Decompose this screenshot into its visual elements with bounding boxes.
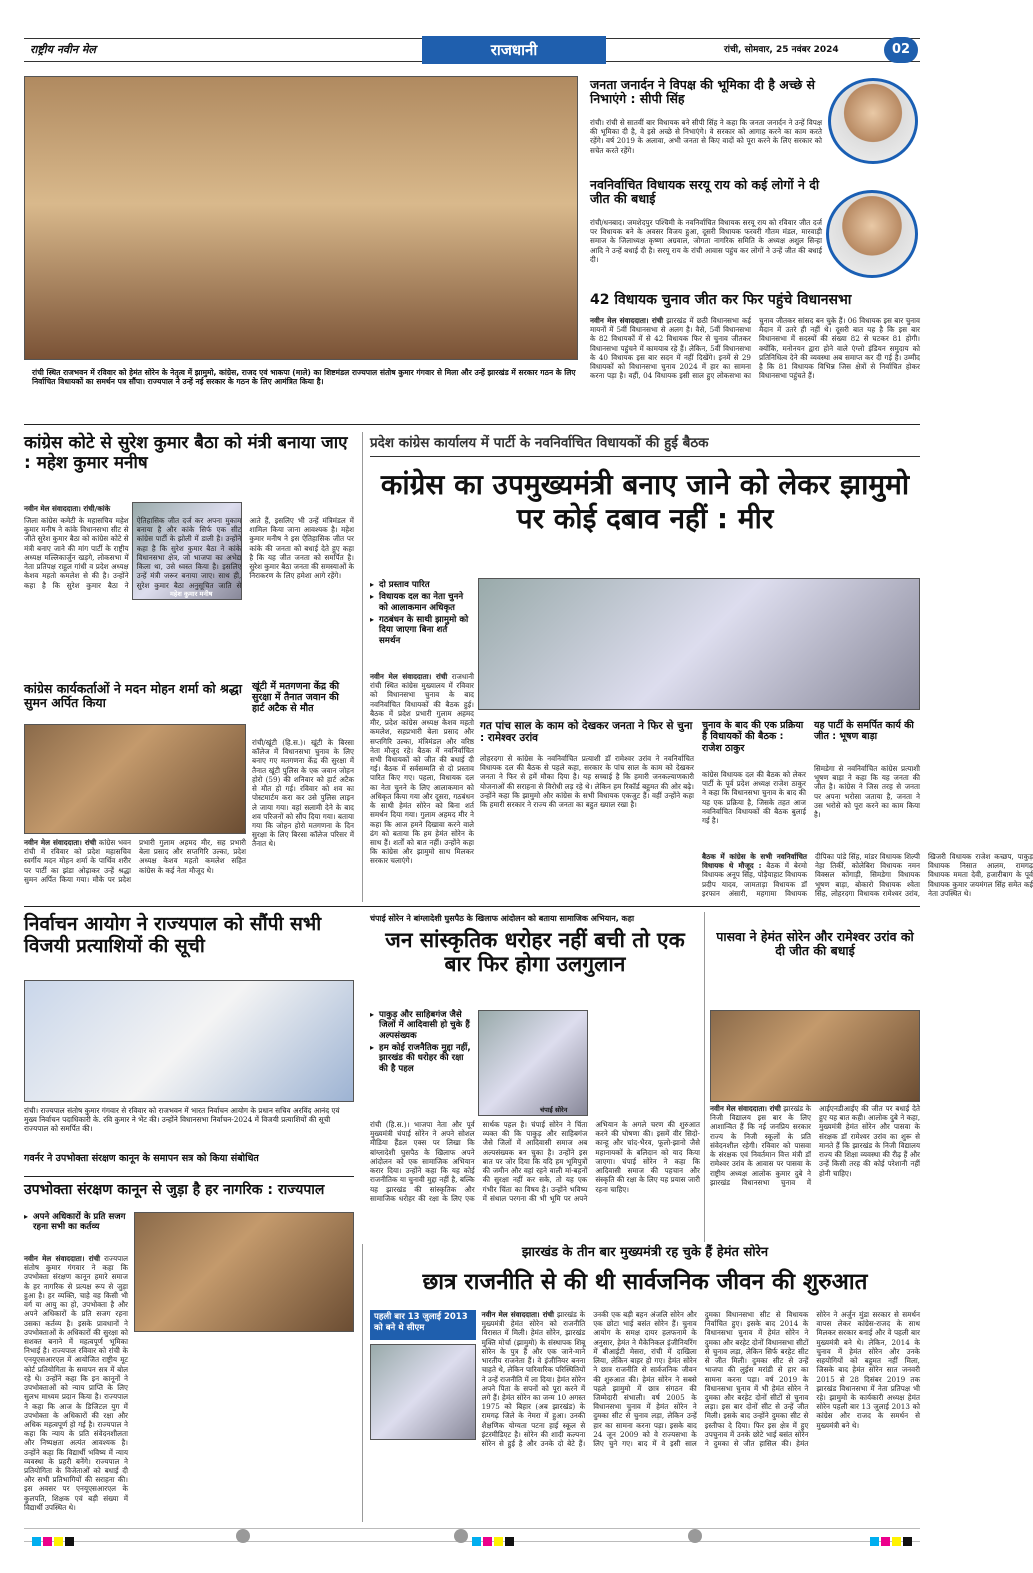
madan-mohan-photo [24, 724, 246, 834]
section-label: राजधानी [422, 36, 606, 64]
hemant-kicker: झारखंड के तीन बार मुख्यमंत्री रह चुके हैं हेमंत सोरेन [521, 1245, 769, 1260]
champai-bullet: ▸ पाकुड़ और साहिबगंज जैसे जिलों में आदिवासी हो चुके हैं अल्पसंख्यक [370, 1010, 474, 1041]
hemant-body [370, 1310, 920, 1520]
madan-mohan-byline: नवीन मेल संवाददाता। रांची [24, 838, 97, 847]
yellow-swatch [54, 1537, 63, 1546]
paswan-text: झारखंड के निजी विद्यालय इस बार के लिए आशान्वित हैं कि नई जनप्रिय सरकार राज्य के निजी स्कूलों के प्रति संवेदनशील रहेगी। रविवार को पासवा के संरक्षक एवं निवर्तमान वित्त मंत्री डॉ रामेश्वर उरांव के आवास पर पासवा के राष्ट्रीय अध्यक्ष आलोक कुमार दुबे ने झारखंड विधानसभा चुनाव में आईएनडीआईए की जीत पर बधाई देते हुए यह बात कही। आलोक दुबे ने कहा, मुख्यमंत्री हेमंत सोरेन और पासवा के संरक्षक डॉ रामेश्वर उरांव का शुरू से मानते हैं कि झारखंड के निजी विद्यालय राज्य की शिक्षा व्यवस्था की रीढ़ हैं और उन्हें किसी तरह की कोई परेशानी नहीं होनी चाहिए। [710, 1104, 920, 1187]
mahesh-manish-photo-label: महेश कुमार मनीष [170, 590, 213, 598]
consumer-text: राज्यपाल संतोष कुमार गंगवार ने कहा कि उपभोक्ता संरक्षण कानून हमारे समाज के हर नागरिक से प्रत्यक्ष रूप से जुड़ा हुआ है। हर व्यक्ति, चाहे वह किसी भी वर्ग या आयु का हो, उपभोक्ता है और अपने अधिकारों के प्रति सजग रहना उसका कर्तव्य है। इसके प्रावधानों ने उपभोक्ताओं के अधिकारों की सुरक्षा को सशक्त बनाने में महत्वपूर्ण भूमिका निभाई है। राज्यपाल रविवार को रांची के एनयूएसआरएल में आयोजित राष्ट्रीय मूट कोर्ट प्रतियोगिता के समापन सत्र में बोल रहे थे। उन्होंने कहा कि इन कानूनों ने उपभोक्ताओं को न्याय प्राप्ति के लिए सुलभ माध्यम प्रदान किया है। राज्यपाल ने कहा कि आज के डिजिटल युग में उपभोक्ता के अधिकारों की रक्षा और अधिक महत्वपूर्ण हो गई है। राज्यपाल ने कहा कि न्याय के प्रति संवेदनशीलता और निष्पक्षता अत्यंत आवश्यक है। उन्होंने कहा कि विद्यार्थी भविष्य में न्याय व्यवस्था के प्रहरी बनेंगे। राज्यपाल ने प्रतियोगिता के विजेताओं को बधाई दी और सभी प्रतिभागियों की सराहना की। इस अवसर पर एनयूएसआरएल के कुलपति, शिक्षक एवं बड़ी संख्या में विद्यार्थी उपस्थित थे। [24, 1254, 128, 1512]
champai-kicker: चंपाई सोरेन ने बांग्लादेशी घुसपैठ के खिलाफ आंदोलन को बताया सामाजिक अभियान, कहा [370, 914, 635, 923]
mla-42-text: झारखंड में छठी विधानसभा कई मायनों में 5वीं विधानसभा से अलग है। वैसे, 5वीं विधानसभा के 82 विधायकों में से 42 विधायक फिर से चुनाव जीतकर विधानसभा पहुंचने में कामयाब रहे हैं। लेकिन, 5वीं विधानसभा के 40 विधायक इस बार सदन में नहीं दिखेंगे। इनमें से 29 विधायकों को विधानसभा चुनाव 2024 में हार का सामना करना पड़ा है। वहीं, 04 विधायक इसी साल हुए लोकसभा का चुनाव जीतकर सांसद बन चुके हैं। 06 विधायक इस बार चुनाव मैदान में उतरे ही नहीं थे। दूसरी बात यह है कि इस बार विधानसभा में सदस्यों की संख्या 82 से घटकर 81 होगी। क्योंकि, मनोनयन द्वारा होने वाले एंग्लो इंडियन समुदाय को प्रतिनिधित्व देने की व्यवस्था अब समाप्त कर दी गई है। उम्मीद है कि 81 विधायक विभिन्न जिस क्षेत्रों से निर्वाचित होकर विधानसभा पहुंचते हैं। [590, 316, 920, 381]
cong-meeting-byline: नवीन मेल संवाददाता। रांची [370, 672, 448, 681]
cyan-swatch [870, 1537, 879, 1546]
cp-singh-photo [828, 78, 918, 164]
column-divider [362, 432, 363, 902]
mla-42-headline: 42 विधायक चुनाव जीत कर फिर पहुंचे विधानसभा [590, 292, 852, 308]
cong-meeting-tail-body [702, 852, 1033, 902]
mla-42-byline: नवीन मेल संवाददाता। रांची [590, 316, 664, 325]
hemant-headline: छात्र राजनीति से की थी सार्वजनिक जीवन की शुरुआत [422, 1269, 868, 1295]
cp-singh-headline: जनता जनार्दन ने विपक्ष की भूमिका दी है अच्छे से निभाएंगे : सीपी सिंह [590, 77, 816, 107]
registration-mark [688, 1529, 702, 1543]
rajesh-thakur-headline: चुनाव के बाद की एक प्रक्रिया है विधायकों की बैठक : राजेश ठाकुर [702, 720, 804, 754]
khunti-jawan-headline: खूंटी में मतगणना केंद्र की सुरक्षा में तैनात जवान की हार्ट अटैक से मौत [252, 681, 340, 714]
champai-body: रांची (हि.स.)। भाजपा नेता और पूर्व मुख्यमंत्री चंपाई सोरेन ने अपने सोशल मीडिया हैंडल एक्स पर लिखा कि बांग्लादेशी घुसपैठ के खिलाफ अपने आंदोलन को एक सामाजिक अभियान करार दिया। उन्होंने कहा कि यह कोई राजनीतिक या चुनावी मुद्दा नहीं है, बल्कि यह झारखंड की सांस्कृतिक और सामाजिक धरोहर की रक्षा के लिए एक सार्थक पहल है। चंपाई सोरेन ने चिंता व्यक्त की कि पाकुड़ और साहिबगंज जैसे जिलों में आदिवासी समाज अब अल्पसंख्यक बन चुका है। उन्होंने इस बात पर जोर दिया कि यदि हम भूमिपुत्रों की जमीन और वहां रहने वाली मां-बहनों की सुरक्षा नहीं कर सके, तो यह एक गंभीर चिंता का विषय है। उन्होंने भविष्य में संथाल परगना की भी भूमि पर अपने अभियान के अगले चरण की शुरुआत करने की घोषणा की। इसमें वीर सिदो-कान्हू और चांद-भैरव, फूलो-झानो जैसे महानायकों के बलिदान को याद किया जाएगा। चंपाई सोरेन ने कहा कि आदिवासी समाज की पहचान और संस्कृति की रक्षा के लिए यह प्रयास जारी रहना चाहिए। [370, 1120, 700, 1203]
cong-meeting-tail-subhead: बैठक में कांग्रेस के सभी नवनिर्वाचित विधायक थे मौजूद : [702, 852, 807, 871]
consumer-headline: उपभोक्ता संरक्षण कानून से जुड़ा है हर नागरिक : राज्यपाल [24, 1182, 325, 1198]
column-divider [704, 912, 705, 1242]
hemant-text: झारखंड के मुख्यमंत्री हेमंत सोरेन को राजनीति विरासत में मिली। हेमंत सोरेन, झारखंड मुक्ति मोर्चा (झामुमो) के संस्थापक शिबू सोरेन के पुत्र हैं और एक जाने-माने भारतीय राजनेता हैं। वे इंजीनियर बनना चाहते थे, लेकिन पारिवारिक परिस्थितियों ने उन्हें राजनीति में ला दिया। हेमंत सोरेन अपने पिता के सपनों को पूरा करने में लगे हैं। हेमंत सोरेन का जन्म 10 अगस्त 1975 को बिहार (अब झारखंड) के रामगढ़ जिले के नेमरा में हुआ। उनकी शैक्षणिक योग्यता पटना हाई स्कूल से इंटरमीडिएट है। सोरेन की शादी कल्पना सोरेन से हुई है और उनके दो बेटे हैं। उनकी एक बड़ी बहन अंजलि सोरेन और एक छोटा भाई बसंत सोरेन हैं। चुनाव आयोग के समक्ष दायर हलफनामे के अनुसार, हेमंत ने मैकेनिकल इंजीनियरिंग में बीआईटी मेसरा, रांची में दाखिला लिया, लेकिन बाहर हो गए। हेमंत सोरेन ने छात्र राजनीति से सार्वजनिक जीवन की शुरुआत की। हेमंत सोरेन ने सबसे पहले झामुमो में छात्र संगठन की जिम्मेदारी संभाली। वर्ष 2005 के विधानसभा चुनाव में हेमंत सोरेन ने दुमका सीट से चुनाव लड़ा, लेकिन उन्हें हार का सामना करना पड़ा। इसके बाद 24 जून 2009 को वे राज्यसभा के लिए चुने गए। बाद में वे इसी साल दुमका विधानसभा सीट से विधायक निर्वाचित हुए। इसके बाद 2014 के विधानसभा चुनाव में हेमंत सोरेन ने दुमका और बरहेट दोनों विधानसभा सीटों से चुनाव लड़ा, लेकिन सिर्फ बरहेट सीट से जीत मिली। दुमका सीट से उन्हें भाजपा की लुईस मरांडी से हार का सामना करना पड़ा। वर्ष 2019 के विधानसभा चुनाव में भी हेमंत सोरेन ने दुमका और बरहेट दोनों सीटों से चुनाव लड़ा। इस बार दोनों सीट से उन्हें जीत मिली। इसके बाद उन्होंने दुमका सीट से इस्तीफा दे दिया। फिर इस क्षेत्र में हुए उपचुनाव में उनके छोटे भाई बसंत सोरेन ने दुमका से जीत हासिल की। हेमंत सोरेन ने अर्जुन मुंडा सरकार से समर्थन वापस लेकर कांग्रेस-राजद के साथ मिलकर सरकार बनाई और वे पहली बार मुख्यमंत्री बने थे। लेकिन, 2014 के चुनाव में हेमंत सोरेन और उनके सहयोगियों को बहुमत नहीं मिला, जिसके बाद हेमंत सोरेन सात जनवरी 2015 से 28 दिसंबर 2019 तक झारखंड विधानसभा में नेता प्रतिपक्ष भी रहे। झामुमो के कार्यकारी अध्यक्ष हेमंत सोरेन पहली बार 13 जुलाई 2013 को कांग्रेस और राजद के समर्थन से मुख्यमंत्री बने थे। [481, 1310, 920, 1449]
hemant-box-label: पहली बार 13 जुलाई 2013 को बने थे सीएम [370, 1310, 476, 1340]
page-number: 02 [884, 37, 918, 63]
champai-bullets [370, 1010, 474, 1076]
magenta-swatch [881, 1537, 890, 1546]
paswan-photo [710, 1010, 920, 1102]
saryu-roy-body: रांची/धनबाद। जमशेदपुर पश्चिमी के नवनिर्वाचित विधायक सरयू राय को रविवार जीत दर्ज पर विधायक बने के अवसर विजय हुआ, दूसरी विधायक फरवरी गौतम मंडल, मारवाड़ी समाज के जिलाध्यक्ष कृष्णा अग्रवाल, जोगता नागरिक समिति के अध्यक्ष अशुल सिन्हा आदि ने उन्हें बधाई दी है। सरयू राय के रांची आवास पहुंच कर लोगों ने उन्हें जीत की बधाई दी। [590, 218, 822, 264]
magenta-swatch [43, 1537, 52, 1546]
consumer-body-cols [134, 1336, 354, 1520]
hemant-byline: नवीन मेल संवाददाता। रांची [481, 1310, 554, 1319]
paswan-body [710, 1104, 920, 1240]
yellow-swatch [494, 1537, 503, 1546]
rajbhavan-photo [24, 76, 578, 360]
paswan-byline: नवीन मेल संवाददाता। रांची [710, 1104, 781, 1113]
cong-meeting-kicker: प्रदेश कांग्रेस कार्यालय में पार्टी के नवनिर्वाचित विधायकों की हुई बैठक [370, 436, 920, 457]
yellow-swatch [892, 1537, 901, 1546]
registration-mark [236, 1529, 250, 1543]
cong-meeting-photo [478, 578, 920, 710]
madan-mohan-body [24, 838, 246, 902]
bhushan-bara-headline: यह पार्टी के समर्पित कार्य की जीत : भूषण बाड़ा [814, 720, 914, 743]
champai-headline: जन सांस्कृतिक धरोहर नहीं बची तो एक बार फिर होगा उलगुलान [385, 928, 685, 977]
masthead [24, 36, 920, 64]
color-swatches-right [870, 1531, 914, 1550]
cong-meeting-headline: कांग्रेस का उपमुख्यमंत्री बनाए जाने को लेकर झामुमो पर कोई दबाव नहीं : मीर [380, 468, 910, 535]
black-swatch [505, 1537, 514, 1546]
saryu-roy-photo [826, 190, 918, 278]
divider [24, 906, 920, 907]
hemant-spacer [370, 1310, 474, 1444]
rameshwar-body: लोहरदगा से कांग्रेस के नवनिर्वाचित प्रत्याशी डॉ रामेश्वर उरांव ने नवनिर्वाचित विधायक दल की बैठक से पहले कहा, सरकार के पांच साल के काम को देखकर जनता ने फिर से हमें मौका दिया है। यह सच्चाई है कि हमारी जनकल्याणकारी योजनाओं की सराहना से विरोधी लड़ रहे थे। लेकिन हम रिकॉर्ड बहुमत की ओर बढ़े। उन्होंने कहा कि झामुमो और कांग्रेस के सभी विधायक एकजुट हैं। वहीं उन्होंने कहा कि हमारी सरकार ने राज्य की जनता का बहुत ख्याल रखा है। [480, 754, 694, 810]
cong-meeting-bullets [370, 580, 470, 648]
madan-mohan-text: कांग्रेस भवन रांची में रविवार को प्रदेश महासचिव स्वर्गीय मदन मोहन शर्मा के पार्थिव शरीर पर पार्टी का झंडा ओढ़ाकर उन्हें श्रद्धा सुमन अर्पित किया गया। मौके पर प्रदेश प्रभारी गुलाम अहमद मीर, सह प्रभारी बेला प्रसाद और सप्तगिरि उल्का, प्रदेश अध्यक्ष केशव महतो कमलेश सहित कांग्रेस के कई नेता मौजूद थे। [24, 838, 246, 884]
consumer-photo [134, 1212, 354, 1332]
color-swatches-center [472, 1531, 516, 1550]
suresh-baitha-body: जिला कांग्रेस कमेटी के महासचिव महेश कुमार मनीष ने कांके विधानसभा सीट से जीते सुरेश कुमार बैठा को कांग्रेस कोटे से मंत्री बनाए जाने की मांग पार्टी के राष्ट्रीय अध्यक्ष मल्लिकार्जुन खड़गे, लोकसभा में नेता प्रतिपक्ष राहुल गांधी व प्रदेश अध्यक्ष केशव महतो कमलेश से की है। उन्होंने कहा है कि सुरेश कुमार बैठा ने ऐतिहासिक जीत दर्ज कर अपना मुकाम बनाया है और कांके सिर्फ एक सीट कांग्रेस पार्टी के झोली में डाली है। उन्होंने कहा है कि सुरेश कुमार बैठा ने कांके विधानसभा क्षेत्र, जो भाजपा का अभेद्य किला था, उसे ध्वस्त किया है। इसलिए उन्हें मंत्री जरूर बनाया जाए। साथ ही, सुरेश कुमार बैठा अनुसूचित जाति से आते हैं, इसलिए भी उन्हें मंत्रिमंडल में शामिल किया जाना आवश्यक है। महेश कुमार मनीष ने इस ऐतिहासिक जीत पर कांके की जनता को बधाई देते हुए कहा है कि यह जीत जनता को समर्पित है। सुरेश कुमार बैठा जनता की समस्याओं के निराकरण के लिए हमेशा आगे रहेंगे। [24, 516, 354, 590]
rameshwar-headline: गत पांच साल के काम को देखकर जनता ने फिर से चुना : रामेश्वर उरांव [480, 720, 693, 745]
top-photo-caption: रांची स्थित राजभवन में रविवार को हेमंत सोरेन के नेतृत्व में झामुमो, कांग्रेस, राजद एवं भाकपा (माले) का शिष्टमंडल राज्यपाल संतोष कुमार गंगवार से मिला और उन्हें झारखंड में सरकार गठन के लिए निर्वाचित विधायकों का समर्थन पत्र सौंपा। राज्यपाल ने उन्हें नई सरकार के गठन के लिए आमंत्रित किया है। [32, 368, 576, 387]
election-commission-photo [24, 980, 354, 1102]
paswan-headline: पासवा ने हेमंत सोरेन और रामेश्वर उरांव को दी जीत की बधाई [716, 929, 914, 959]
bhushan-bara-body: सिमडेगा से नवनिर्वाचित कांग्रेस प्रत्याशी भूषण बाड़ा ने कहा कि यह जनता की जीत है। कांग्रेस ने जिस तरह से जनता पर अपना भरोसा जताया है, जनता ने उस भरोसे को पूरा करने का काम किया है। [814, 764, 920, 820]
consumer-body-col1 [24, 1254, 128, 1520]
black-swatch [903, 1537, 912, 1546]
divider [24, 1176, 354, 1177]
column-divider [362, 1244, 363, 1522]
black-swatch [65, 1537, 74, 1546]
registration-mark [454, 1529, 468, 1543]
consumer-bullet: ▸ अपने अधिकारों के प्रति सजग रहना सभी का कर्तव्य [24, 1212, 128, 1233]
consumer-byline: नवीन मेल संवाददाता। रांची [24, 1254, 101, 1263]
madan-mohan-headline: कांग्रेस कार्यकर्ताओं ने मदन मोहन शर्मा को श्रद्धा सुमन अर्पित किया [24, 681, 243, 711]
champai-side-body [594, 1010, 700, 1118]
consumer-bullets [24, 1212, 128, 1235]
election-commission-headline: निर्वाचन आयोग ने राज्यपाल को सौंपी सभी विजयी प्रत्याशियों की सूची [24, 913, 322, 957]
suresh-baitha-byline: नवीन मेल संवाददाता। रांची/कांके [24, 504, 111, 513]
cong-meeting-body [370, 672, 474, 902]
cp-singh-body: रांची। रांची से सातवीं बार विधायक बने सीपी सिंह ने कहा कि जनता जनार्दन ने उन्हें विपक्ष की भूमिका दी है, वे इसे अच्छे से निभाएंगे। वे सरकार को आगाह करने का काम करते रहेंगे। वर्ष 2019 के अलावा, अभी जनता से किए वादों को पूरा करने के लिए सरकार को सचेत करते रहेंगे। [590, 118, 822, 155]
cong-meeting-bullet: ▸ दो प्रस्ताव पारित [370, 580, 470, 590]
mla-42-body [590, 316, 920, 418]
champai-photo [478, 1010, 588, 1116]
champai-bullet: ▸ हम कोई राजनैतिक मुद्दा नहीं, झारखंड की धरोहर की रक्षा की है पहल [370, 1043, 474, 1074]
cyan-swatch [472, 1537, 481, 1546]
color-swatches-left [32, 1531, 76, 1550]
rajesh-thakur-body: कांग्रेस विधायक दल की बैठक को लेकर पार्टी के पूर्व प्रदेश अध्यक्ष राजेश ठाकुर ने कहा कि विधानसभा चुनाव के बाद की यह एक प्रक्रिया है, जिसके तहत आज नवनिर्वाचित विधायकों की बैठक बुलाई गई है। [702, 770, 806, 826]
cong-meeting-text: राजधानी रांची स्थित कांग्रेस मुख्यालय में रविवार को विधानसभा चुनाव के बाद नवनिर्वाचित विधायकों की बैठक हुई। बैठक में प्रदेश प्रभारी गुलाम अहमद मीर, प्रदेश कांग्रेस अध्यक्ष केशव महतो कमलेश, सहप्रभारी बेला प्रसाद और सप्तगिरि उल्का, मंत्रिमंडल और वरिष्ठ नेता मौजूद रहे। बैठक में नवनिर्वाचित सभी विधायकों को जीत की बधाई दी गई। बैठक में सर्वसम्मति से दो प्रस्ताव पारित किए गए। पहला, विधायक दल का नेता चुनने के लिए आलाकमान को अधिकृत किया गया और दूसरा, गठबंधन के साथी हेमंत सोरेन को बिना शर्त समर्थन दिया गया। गुलाम अहमद मीर ने कहा कि आज हमने दिखावा करने वाले ढंग को बताया कि हम हेमंत सोरेन के साथ हैं। शर्तों को बात नहीं। उन्होंने कहा कि कांग्रेस और झामुमो साथ मिलकर सरकार चलाएंगे। [370, 672, 474, 866]
magenta-swatch [483, 1537, 492, 1546]
cong-meeting-bullet: ▸ गठबंधन के साथी झामुमो को दिया जाएगा बिना शर्त समर्थन [370, 615, 470, 646]
election-commission-caption: रांची। राज्यपाल संतोष कुमार गंगवार से रविवार को राजभवन में भारत निर्वाचन आयोग के प्रधान सचिव अरविंद आनंद एवं मुख्य निर्वाचन पदाधिकारी के. रवि कुमार ने भेंट की। उन्होंने विधानसभा निर्वाचन-2024 में विजयी प्रत्याशियों की सूची राज्यपाल को समर्पित की। [24, 1106, 340, 1134]
cyan-swatch [32, 1537, 41, 1546]
paper-name: राष्ट्रीय नवीन मेल [30, 43, 96, 56]
color-registration-bar [24, 1528, 920, 1542]
cong-meeting-tail-text: बैठक में बेरमो विधायक अनूप सिंह, पोड़ैयाहाट विधायक प्रदीप यादव, जामताड़ा विधायक डॉ इरफान अंसारी, महगामा विधायक दीपिका पांडे सिंह, मांडर विधायक शिल्पी नेहा तिर्की, कोलेबिरा विधायक नमन विक्सल कोंगाड़ी, सिमडेगा विधायक भूषण बाड़ा, बोकारो विधायक श्वेता सिंह, लोहरदगा विधायक रामेश्वर उरांव, खिजरी विधायक राजेश कच्छप, पाकुड़ विधायक निसात आलम, रामगढ़ विधायक ममता देवी, हजारीबाग के पूर्व विधायक कुमार जयमंगल सिंह समेत कई नेता उपस्थित थे। [702, 852, 1033, 898]
champai-photo-label: चंपाई सोरेन [540, 1106, 568, 1114]
khunti-jawan-body: रांची/खूंटी (हि.स.)। खूंटी के बिरसा कॉलेज में विधानसभा चुनाव के लिए बनाए गए मतगणना केंद्र की सुरक्षा में तैनात खूंटी पुलिस के एक जवान जोहन होरो (59) की शनिवार को हार्ट अटैक से मौत हो गई। रविवार को शव का पोस्टमार्टम करा कर उसे पुलिस लाइन ले जाया गया। वहां सलामी देने के बाद शव परिजनों को सौंप दिया गया। बताया गया कि जोहन होरो मतगणना के दिन सुरक्षा के लिए बिरसा कॉलेज परिसर में तैनात थे। [252, 738, 354, 849]
saryu-roy-headline: नवनिर्वाचित विधायक सरयू राय को कई लोगों ने दी जीत की बधाई [590, 177, 820, 207]
cong-meeting-bullet: ▸ विधायक दल का नेता चुनने को आलाकमान अधिकृत [370, 592, 470, 613]
suresh-baitha-headline: कांग्रेस कोटे से सुरेश कुमार बैठा को मंत्री बनाया जाए : महेश कुमार मनीष [24, 433, 348, 473]
divider [24, 424, 920, 425]
dateline: रांची, सोमवार, 25 नवंबर 2024 [724, 45, 839, 55]
governor-kicker: गवर्नर ने उपभोक्ता संरक्षण कानून के समापन सत्र को किया संबोधित [24, 1153, 259, 1164]
